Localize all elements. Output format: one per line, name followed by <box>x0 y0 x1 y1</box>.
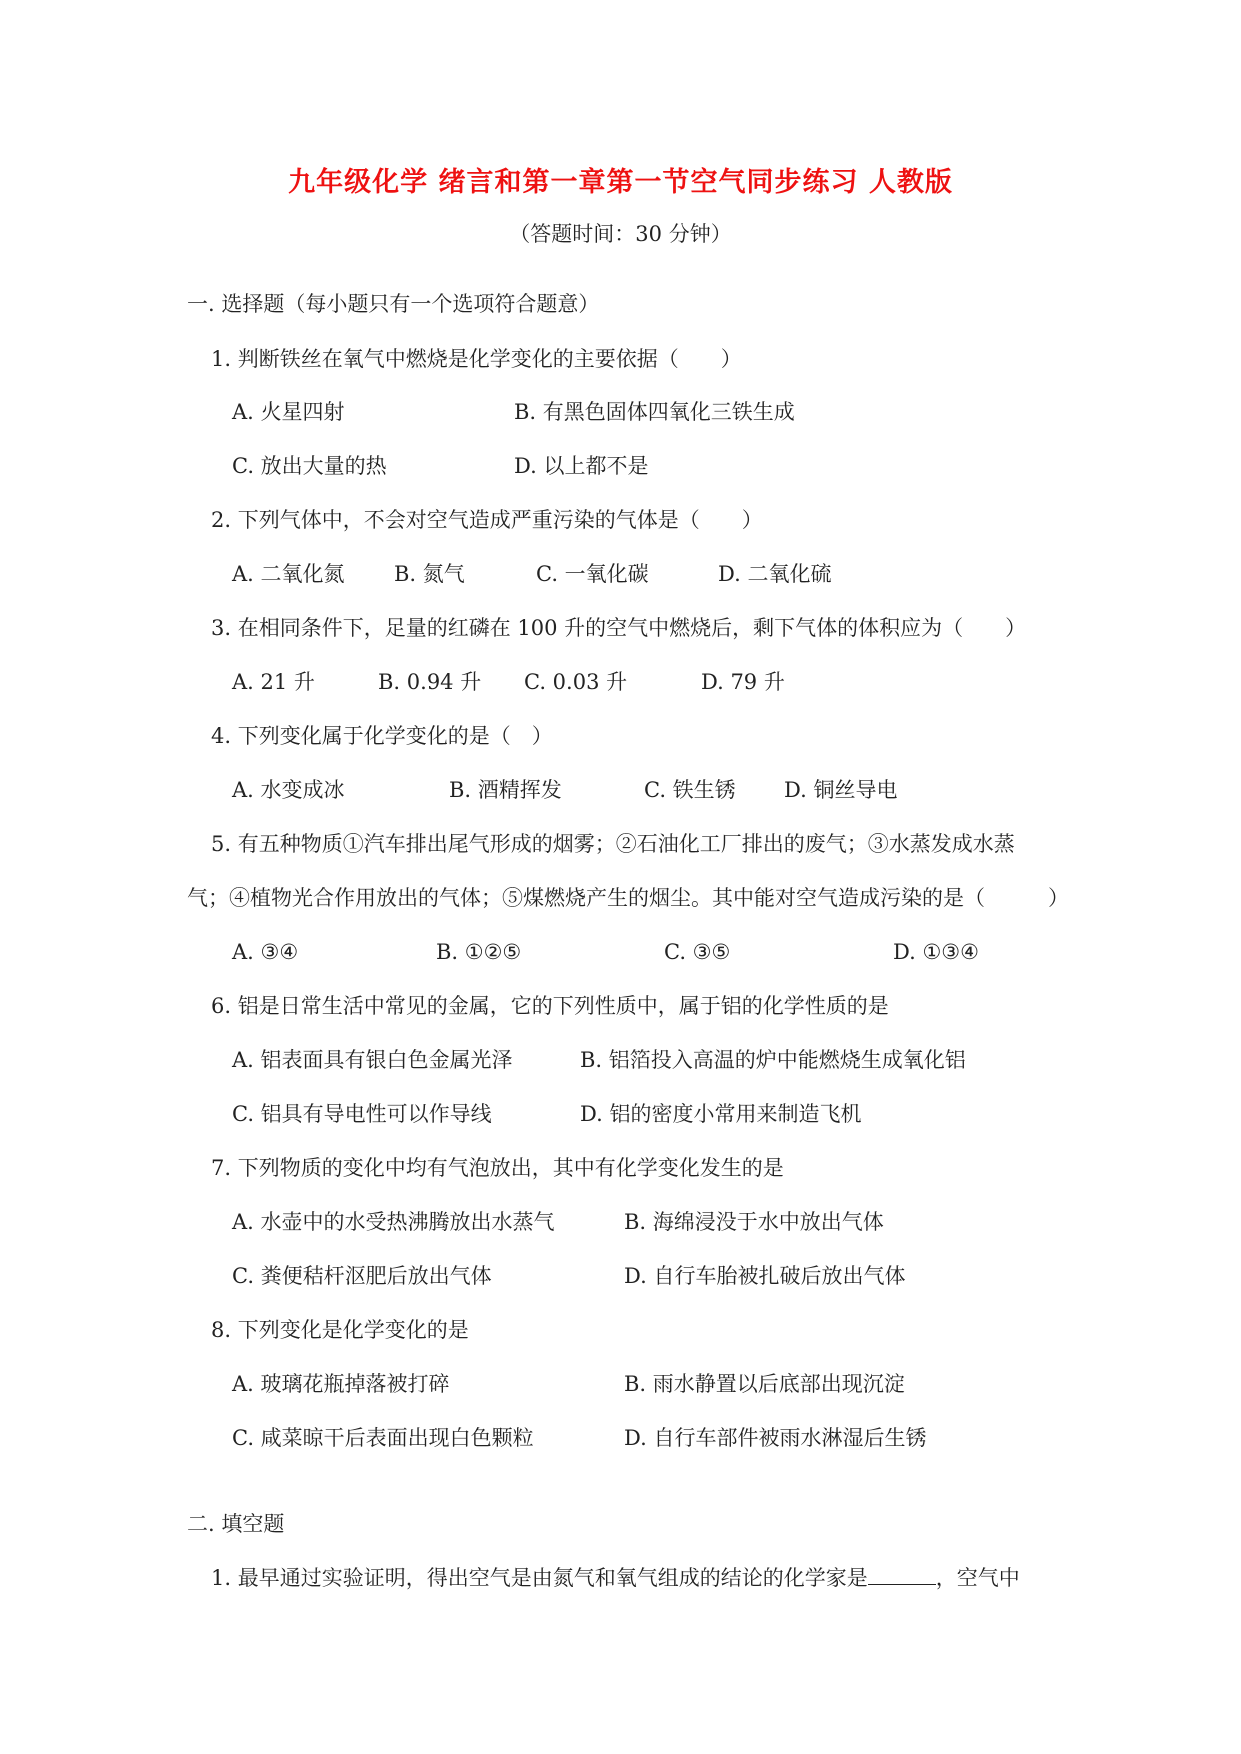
option-a: A. ③④ <box>232 940 299 964</box>
question-stem: 3. 在相同条件下，足量的红磷在 100 升的空气中燃烧后，剩下气体的体积应为（ ） <box>211 616 1027 640</box>
option-b: B. 氮气 <box>394 562 465 586</box>
option-c: C. 粪便秸杆沤肥后放出气体 <box>232 1264 492 1288</box>
option-c: C. 一氧化碳 <box>536 562 649 586</box>
option-b: B. 海绵浸没于水中放出气体 <box>624 1210 884 1234</box>
question-stem: 5. 有五种物质①汽车排出尾气形成的烟雾；②石油化工厂排出的废气；③水蒸发成水蒸 <box>211 832 1015 856</box>
section-heading-fill: 二. 填空题 <box>187 1512 285 1536</box>
question-stem: 6. 铝是日常生活中常见的金属，它的下列性质中，属于铝的化学性质的是 <box>211 994 889 1018</box>
option-b: B. ①②⑤ <box>436 940 522 964</box>
option-c: C. 0.03 升 <box>524 670 628 694</box>
option-a: A. 21 升 <box>232 670 315 694</box>
option-b: B. 0.94 升 <box>378 670 482 694</box>
page-title: 九年级化学 绪言和第一章第一节空气同步练习 人教版 <box>288 167 953 198</box>
option-d: D. 79 升 <box>701 670 785 694</box>
option-d: D. 铝的密度小常用来制造飞机 <box>580 1102 862 1126</box>
question-stem: 8. 下列变化是化学变化的是 <box>211 1318 469 1342</box>
answer-blank[interactable] <box>868 1564 936 1585</box>
question-stem: 4. 下列变化属于化学变化的是（ ） <box>211 724 553 748</box>
option-d: D. 自行车胎被扎破后放出气体 <box>624 1264 906 1288</box>
option-d: D. 自行车部件被雨水淋湿后生锈 <box>624 1426 927 1450</box>
option-b: B. 雨水静置以后底部出现沉淀 <box>624 1372 905 1396</box>
option-c: C. 放出大量的热 <box>232 454 387 478</box>
option-c: C. 咸菜晾干后表面出现白色颗粒 <box>232 1426 534 1450</box>
option-a: A. 玻璃花瓶掉落被打碎 <box>232 1372 450 1396</box>
question-stem-continued: 气；④植物光合作用放出的气体；⑤煤燃烧产生的烟尘。其中能对空气造成污染的是（ ） <box>187 886 1069 910</box>
option-d: D. 以上都不是 <box>514 454 649 478</box>
question-stem: 7. 下列物质的变化中均有气泡放出，其中有化学变化发生的是 <box>211 1156 784 1180</box>
fill-question-text-end: ，空气中 <box>935 1566 1020 1590</box>
option-b: B. 有黑色固体四氧化三铁生成 <box>514 400 795 424</box>
question-stem: 1. 判断铁丝在氧气中燃烧是化学变化的主要依据（ ） <box>211 347 742 371</box>
option-a: A. 水壶中的水受热沸腾放出水蒸气 <box>232 1210 555 1234</box>
option-a: A. 火星四射 <box>232 400 345 424</box>
option-b: B. 酒精挥发 <box>449 778 562 802</box>
option-a: A. 铝表面具有银白色金属光泽 <box>232 1048 513 1072</box>
fill-question <box>211 1564 1020 1592</box>
option-d: D. 铜丝导电 <box>784 778 898 802</box>
option-c: C. ③⑤ <box>664 940 731 964</box>
option-c: C. 铁生锈 <box>644 778 736 802</box>
option-a: A. 水变成冰 <box>232 778 345 802</box>
fill-question-text: 1. 最早通过实验证明，得出空气是由氮气和氧气组成的结论的化学家是 <box>211 1566 868 1590</box>
time-note: （答题时间：30 分钟） <box>509 222 732 246</box>
option-a: A. 二氧化氮 <box>232 562 345 586</box>
option-d: D. ①③④ <box>893 940 979 964</box>
section-heading-choice: 一. 选择题（每小题只有一个选项符合题意） <box>187 292 600 316</box>
option-c: C. 铝具有导电性可以作导线 <box>232 1102 492 1126</box>
question-stem: 2. 下列气体中，不会对空气造成严重污染的气体是（ ） <box>211 508 763 532</box>
option-d: D. 二氧化硫 <box>718 562 832 586</box>
option-b: B. 铝箔投入高温的炉中能燃烧生成氧化铝 <box>580 1048 966 1072</box>
